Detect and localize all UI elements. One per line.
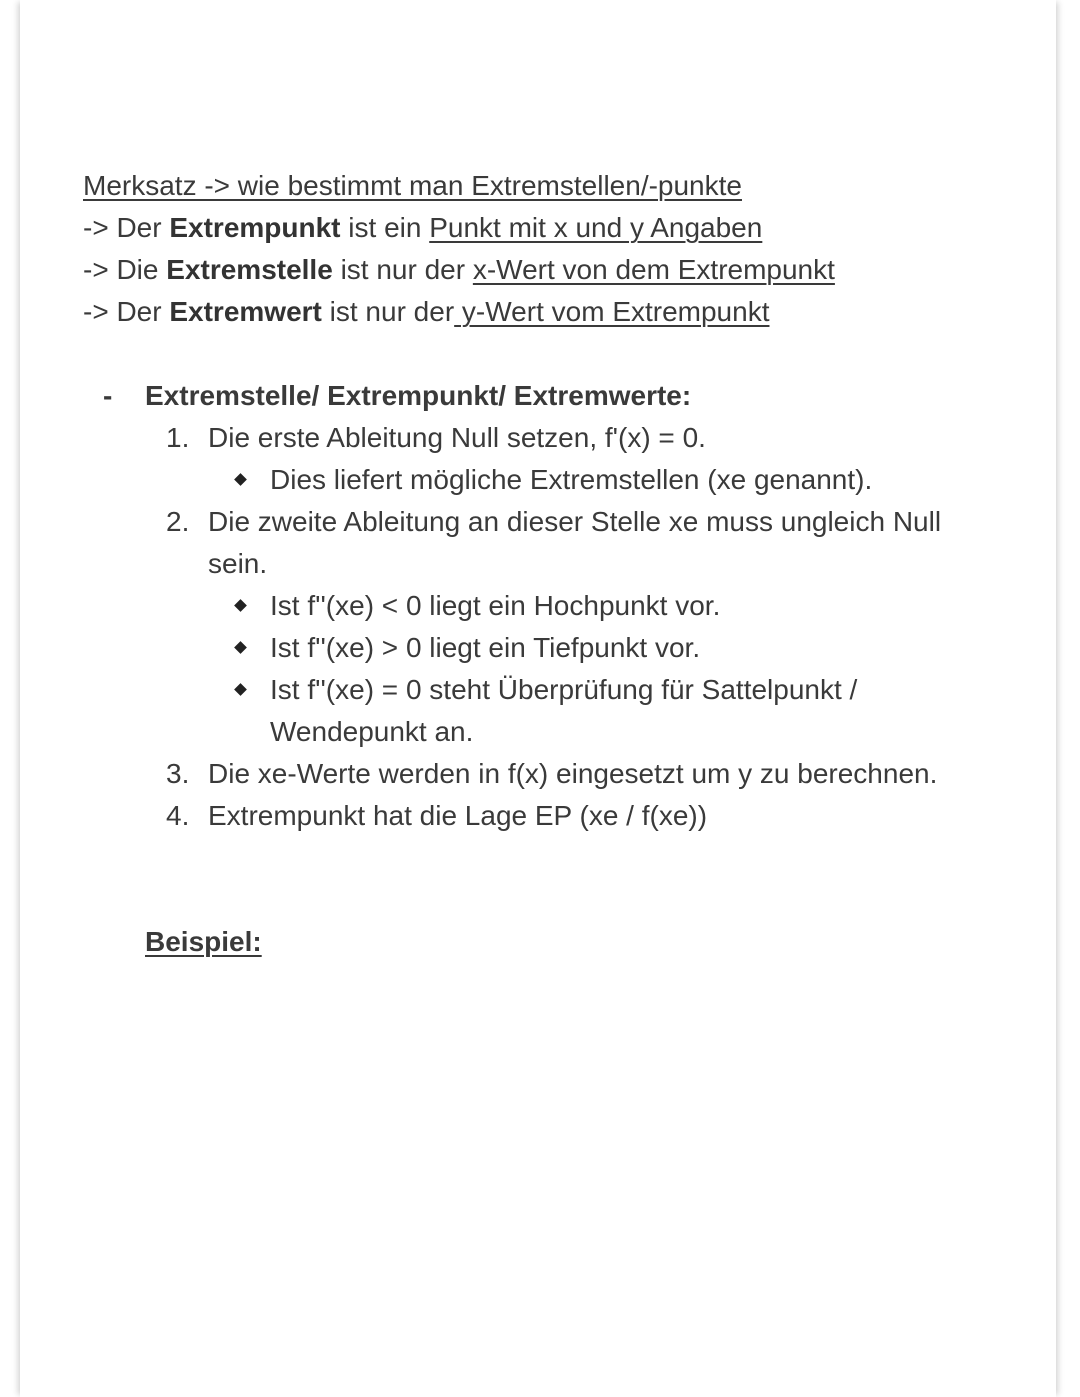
bullet-text: Ist f''(xe) = 0 steht Überprüfung für Sattelpunkt / <box>270 674 858 705</box>
bullet-item <box>270 459 1043 501</box>
term-extrempunkt: Extrempunkt <box>169 212 341 243</box>
diamond-bullet-icon <box>234 599 247 612</box>
step-label: Die erste Ableitung Null setzen, f'(x) = 0. <box>208 422 706 453</box>
bullet-list <box>270 459 1043 501</box>
bullet-text: Ist f''(xe) > 0 liegt ein Tiefpunkt vor. <box>270 632 701 663</box>
diamond-bullet-icon <box>234 641 247 654</box>
step-number: 1. <box>166 422 190 453</box>
bullet-text: Dies liefert mögliche Extremstellen (xe genannt). <box>270 464 873 495</box>
bullet-list <box>270 585 1043 753</box>
line-middle: ist nur der <box>321 296 455 327</box>
step-text <box>166 501 1043 543</box>
line-prefix: -> Die <box>83 254 167 285</box>
step-label: Die zweite Ableitung an dieser Stelle xe muss ungleich Null <box>208 506 942 537</box>
line-middle: ist ein <box>340 212 430 243</box>
document-page <box>20 0 1056 1397</box>
underlined-definition: y-Wert vom Extrempunkt <box>454 296 770 327</box>
line-middle: ist nur der <box>332 254 473 285</box>
bullet-item <box>270 627 1043 669</box>
step-2 <box>166 501 1043 753</box>
step-label: Extrempunkt hat die Lage EP (xe / f(xe)) <box>208 800 708 831</box>
step-text <box>166 795 1043 837</box>
document-content <box>83 165 1043 963</box>
term-extremwert: Extremwert <box>169 296 322 327</box>
line-prefix: -> Der <box>83 296 170 327</box>
step-4 <box>166 795 1043 837</box>
bullet-text-continued: Wendepunkt an. <box>270 716 474 747</box>
step-text-continued: sein. <box>208 548 268 579</box>
merksatz-line-extrempunkt <box>83 207 1043 249</box>
underlined-definition: x-Wert von dem Extrempunkt <box>472 254 835 285</box>
procedure-section <box>83 375 1043 963</box>
section-dash: - <box>103 380 113 411</box>
bullet-item <box>270 669 1043 711</box>
step-number: 2. <box>166 506 190 537</box>
term-extremstelle: Extremstelle <box>166 254 333 285</box>
step-3 <box>166 753 1043 795</box>
step-text <box>166 417 1043 459</box>
merksatz-line-extremstelle <box>83 249 1043 291</box>
underlined-definition: Punkt mit x und y Angaben <box>429 212 763 243</box>
section-title: Extremstelle/ Extrempunkt/ Extremwerte: <box>145 380 692 411</box>
line-prefix: -> Der <box>83 212 170 243</box>
beispiel-heading: Beispiel: <box>145 926 262 957</box>
step-number: 4. <box>166 800 190 831</box>
diamond-bullet-icon <box>234 683 247 696</box>
bullet-text: Ist f''(xe) < 0 liegt ein Hochpunkt vor. <box>270 590 721 621</box>
step-label: Die xe-Werte werden in f(x) eingesetzt um y zu berechnen. <box>208 758 938 789</box>
merksatz-title: Merksatz -> wie bestimmt man Extremstellen/-punkte <box>83 170 742 201</box>
step-text <box>166 753 1043 795</box>
bullet-item <box>270 585 1043 627</box>
merksatz-line-extremwert <box>83 291 1043 333</box>
step-1 <box>166 417 1043 501</box>
diamond-bullet-icon <box>234 473 247 486</box>
step-number: 3. <box>166 758 190 789</box>
